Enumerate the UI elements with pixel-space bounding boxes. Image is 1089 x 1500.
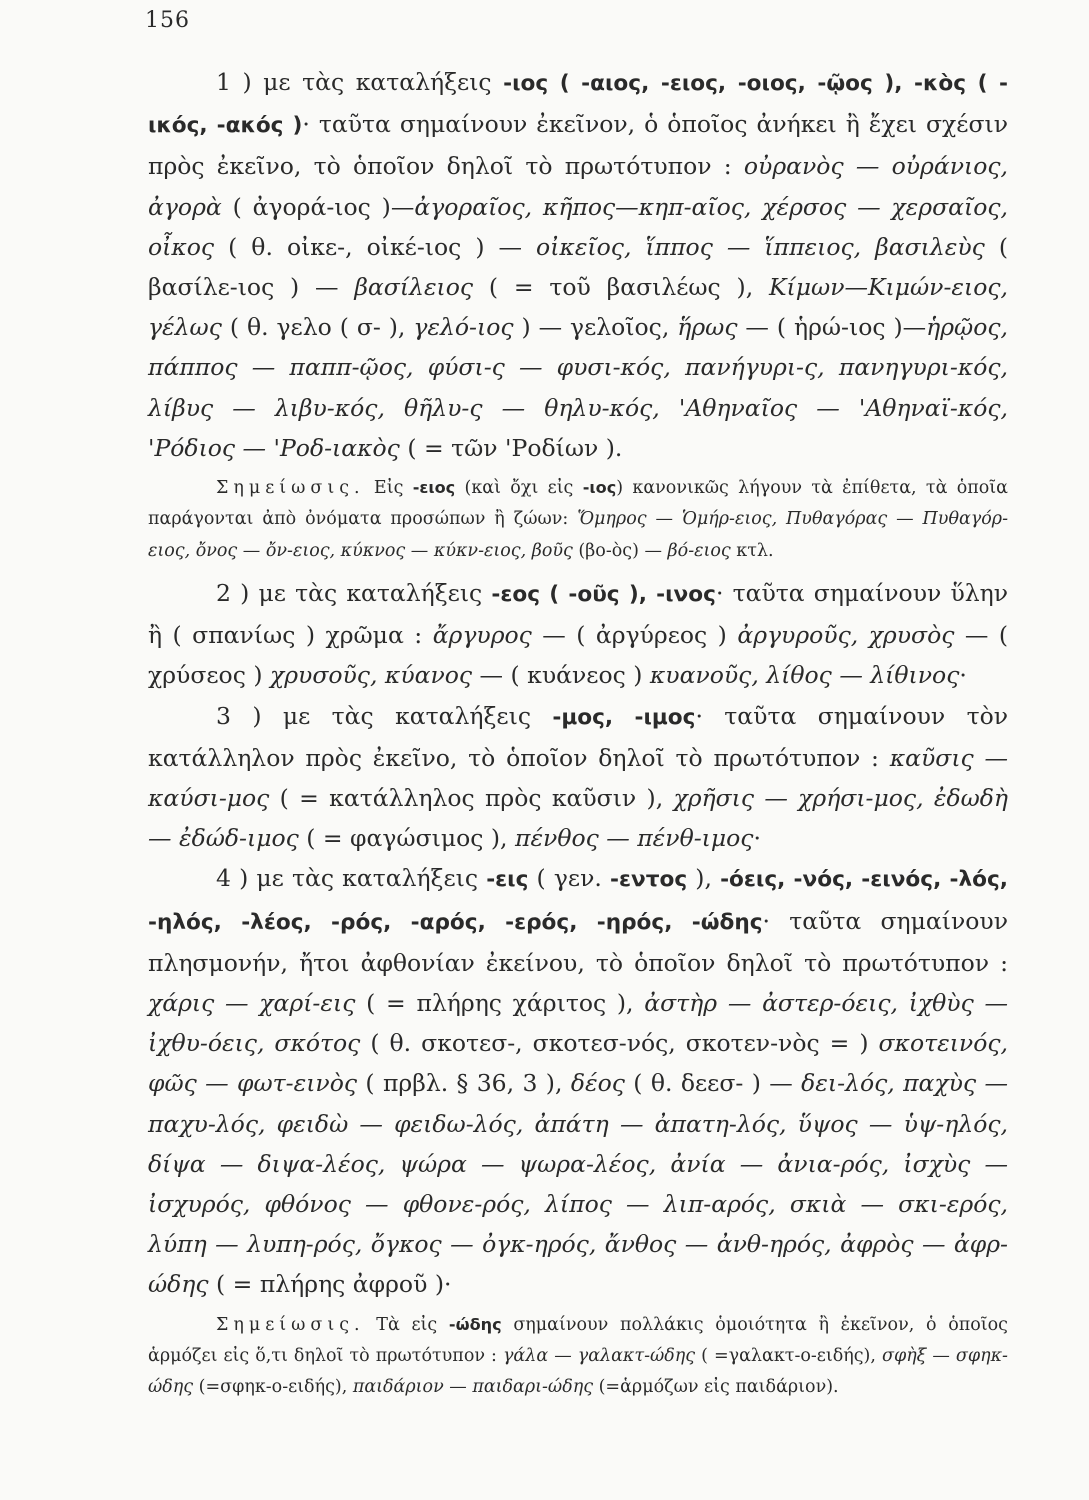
page-body [148,62,1008,1409]
text-segment: ( = τῶν 'Ροδίων ). [399,433,623,462]
example-words: ἄργυρος [432,621,532,650]
text-segment: — ( κυάνεος ) [472,661,650,690]
text-segment: 3 ) με τὰς καταλήξεις [216,701,553,730]
paragraph-2-eos-suffix [148,573,1008,696]
text-segment: (=σφηκ-ο-ειδής), [193,1377,353,1398]
page-number: 156 [145,8,190,33]
text-segment: ( =γαλακτ-ο-ειδής), [695,1345,882,1366]
text-segment: ( ἀγορά-ιος )— [221,192,415,221]
text-segment: ( = πλήρης χάριτος ), [355,988,645,1017]
text-segment: 2 ) με τὰς καταλήξεις [216,578,492,607]
text-segment: ( βασίλε-ιος ) — [148,232,1009,302]
text-segment: ) — γελοῖος, [513,313,678,342]
note-2-odis [148,1309,1008,1404]
text-segment: Τὰ εἰς [364,1314,449,1335]
example-words: χρυσοῦς, κύανος [269,661,473,690]
text-segment: ( = πλήρης ἀφροῦ )· [208,1270,452,1299]
example-words: Κίμων—Κιμών-ειος, γέλως [148,273,1009,342]
example-words: δει-λός, παχὺς — παχυ-λός, φειδὼ — φειδω-λός, ἀπάτη — ἀπατη-λός, ὕψος — ὑψ-ηλός, δίψα — διψα-λέος, ψώρα — ψωρα-λέος, ἀνία — ἀνια-ρός, ἰσχὺς — ἰσχυρός, φθόνος — φθονε-ρός, λίπος — λιπ-αρός, σκιὰ — σκι-ερός, λύπη — λυπη-ρός, ὄγκος — ὀγκ-ηρός, ἄνθος — ἀνθ-ηρός, ἀφρὸς — ἀφρ-ώδης [148,1069,1008,1299]
suffix-term: -εντος [609,867,688,893]
text-segment: 1 ) με τὰς καταλήξεις [216,68,504,96]
example-words: χάρις — χαρί-εις [148,988,356,1017]
text-segment: — ( ἡρώ-ιος )— [737,313,927,342]
text-segment: ( θ. σκοτεσ-, σκοτεσ-νός, σκοτεν-νὸς = ) [360,1029,879,1058]
text-segment: Εἰς [364,478,413,499]
suffix-term: -ώδης [448,1314,502,1334]
example-words: γελό-ιος [413,313,514,342]
text-segment: σημαίνουν πολλάκις ὁμοιότητα ἢ ἐκεῖνον, ὁ ὁποῖος ἁρμόζει εἰς ὅ,τι δηλοῖ τὸ πρωτότυπον : [148,1314,1008,1366]
text-segment: ( = τοῦ βασιλέως ), [473,273,769,302]
text-segment: (=ἁρμόζων εἰς παιδάριον). [593,1377,839,1398]
text-segment: · ταῦτα σημαίνουν τὸν κατάλληλον πρὸς ἐκεῖνο, τὸ ὁποῖον δηλοῖ τὸ πρωτότυπον : [148,701,1009,772]
text-segment: ( θ. δεεσ- ) — [624,1069,802,1098]
text-segment: ( γεν. [528,864,610,893]
suffix-term: -ιος [582,478,617,498]
example-words: γάλα — γαλακτ-ώδης [502,1345,696,1366]
example-words: οἰκεῖος, ἵππος — ἵππειος, βασιλεὺς [536,232,985,261]
text-segment: ( θ. οἰκε-, οἰκέ-ιος ) — [214,232,537,261]
text-segment: ) κανονικῶς λήγουν τὰ ἐπίθετα, τὰ ὁποῖα παράγονται ἀπὸ ὀνόματα προσώπων ἢ ζώων: [148,478,1008,530]
example-words: παιδάριον — παιδαρι-ώδης [352,1377,594,1398]
example-words: σφὴξ — σφηκ-ώδης [148,1345,1008,1398]
suffix-term: -ειος [412,478,456,498]
example-words: καῦσις — καύσι-μος [148,743,1009,812]
text-segment: · [959,661,967,690]
example-words: οὐρανὸς — οὐράνιος, ἀγορὰ [148,152,1008,221]
example-words: ἀργυροῦς, χρυσὸς [737,621,955,650]
note-1-eios [148,472,1008,567]
text-segment: — ( χρύσεος ) [148,621,1008,690]
suffix-term: -εος ( -οῦς ), -ινος [491,581,716,607]
text-segment: — ( ἀργύρεος ) [531,621,738,650]
text-segment: ( = κατάλληλος πρὸς καῦσιν ), [269,783,674,812]
suffix-term: -μος, -ιμος [552,704,696,730]
example-words: ἀγοραῖος, κῆπος—κηπ-αῖος, χέρσος — χερσαῖος, οἶκος [148,192,1008,261]
suffix-term: -όεις, -νός, -εινός, -λός, -ηλός, -λέος, -ρός, -αρός, -ερός, -ηρός, -ώδης [148,867,1008,935]
example-words: βασίλειος [354,273,474,302]
suffix-term: -ιος ( -αιος, -ειος, -οιος, -ῷος ), -κὸς ( -ικός, -ακός ) [148,71,1009,139]
paragraph-3-mos-suffix [148,696,1008,859]
text-segment: · ταῦτα σημαίνουν ὕλην ἢ ( σπανίως ) χρῶμα : [148,578,1009,650]
example-words: βό-ειος [667,540,731,561]
paragraph-4-eis-suffix [148,858,1008,1304]
example-words: ἀστὴρ — ἀστερ-όεις, ἰχθὺς — ἰχθυ-όεις, σκότος [148,988,1008,1058]
example-words: χρῆσις — χρήσι-μος, ἐδωδὴ — ἐδώδ-ιμος [148,783,1008,853]
example-words: ἥρως [677,313,738,342]
paragraph-1-ios-suffix [148,62,1008,468]
text-segment: ( θ. γελο ( σ- ), [221,313,414,342]
text-segment: ( πρβλ. § 36, 3 ), [357,1069,571,1098]
example-words: πένθος — πένθ-ιμος [515,824,754,853]
text-segment: · ταῦτα σημαίνουν ἐκεῖνον, ὁ ὁποῖος ἀνήκει ἢ ἔχει σχέσιν πρὸς ἐκεῖνο, τὸ ὁποῖον δηλοῖ τὸ πρωτότυπον : [148,110,1008,181]
example-words: κυανοῦς, λίθος — λίθινος [649,661,960,690]
example-words: ἡρῷος, πάππος — παππ-ῷος, φύσι-ς — φυσι-κός, πανήγυρι-ς, πανηγυρι-κός, λίβυς — λιβυ-κός, θῆλυ-ς — θηλυ-κός, 'Αθηναῖος — 'Αθηναϊ-κός, 'Ρόδιος — 'Ροδ-ιακὸς [148,313,1008,462]
text-segment: (βο-ὸς) — [572,540,668,561]
example-words: δέος [570,1069,625,1098]
text-segment: · [753,824,761,853]
text-segment: κτλ. [730,540,774,561]
text-segment: ( = φαγώσιμος ), [298,824,515,853]
note-heading: Σημείωσις. [216,1314,365,1335]
suffix-term: -εις [486,867,529,893]
example-words: Ὅμηρος — Ὁμήρ-ειος, Πυθαγόρας — Πυθαγόρ-ειος, ὄνος — ὄν-ειος, κύκνος — κύκν-ειος, βοῦς [148,509,1008,561]
text-segment: ), [687,864,721,893]
example-words: σκοτεινός, φῶς — φωτ-εινὸς [148,1029,1008,1098]
text-segment: (καὶ ὄχι εἰς [455,478,583,499]
note-heading: Σημείωσις. [216,478,365,499]
text-segment: · ταῦτα σημαίνουν πλησμονήν, ἤτοι ἀφθονίαν ἐκείνου, τὸ ὁποῖον δηλοῖ τὸ πρωτότυπον : [148,906,1008,977]
text-segment: 4 ) με τὰς καταλήξεις [216,864,487,893]
